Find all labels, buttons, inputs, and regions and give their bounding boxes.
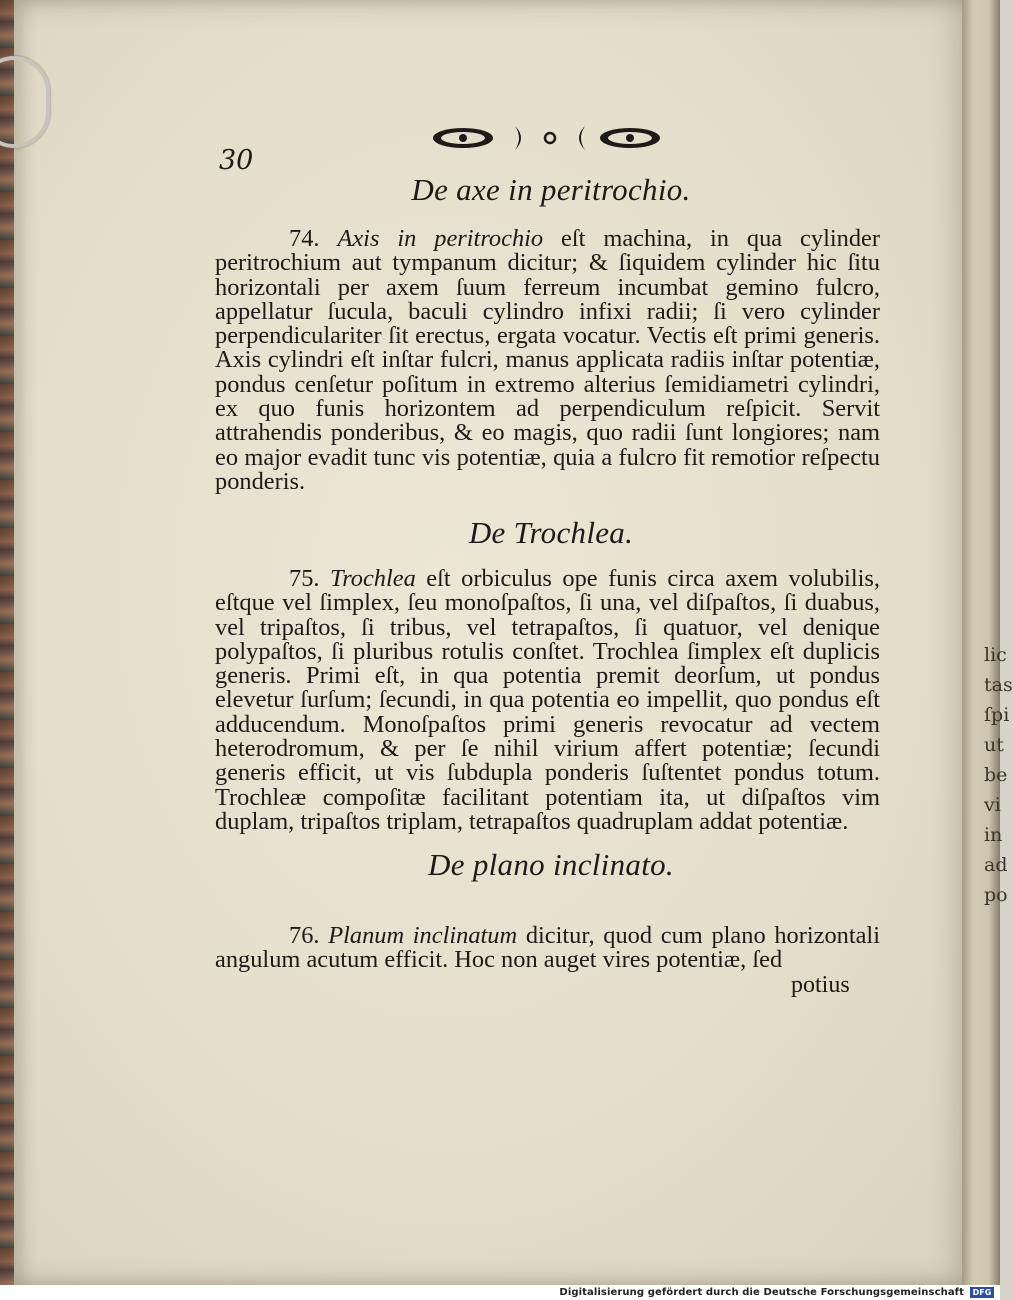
- section-heading: De plano inclinato.: [428, 847, 674, 882]
- page-number: 30: [219, 145, 254, 176]
- paragraph: [215, 227, 880, 494]
- fragment: po: [984, 884, 1008, 906]
- dfg-logo: DFG: [970, 1287, 994, 1298]
- next-page-fragments: [984, 640, 1013, 906]
- section-heading: De Trochlea.: [468, 515, 634, 550]
- paragraph-lead-term: Axis in peritrochio: [337, 225, 544, 252]
- catchword: potius: [791, 972, 850, 998]
- fragment: ut: [984, 734, 1004, 756]
- fragment: in: [984, 824, 1003, 846]
- section-heading: De axe in peritrochio.: [411, 172, 691, 207]
- fragment: vi: [984, 794, 1001, 816]
- fragment: ad: [984, 854, 1008, 876]
- fragment: tas: [984, 674, 1013, 696]
- paragraph-lead-term: Planum inclinatum: [328, 922, 518, 949]
- paragraph-number: 74.: [289, 225, 320, 252]
- paragraph-text: dicitur, quod cum plano horizontali angulum acutum efficit. Hoc non auget vires potentiæ, ſed: [215, 922, 880, 974]
- paragraph-number: 75.: [289, 565, 320, 592]
- paragraph-lead-term: Trochlea: [329, 565, 416, 592]
- fragment: lic: [984, 644, 1007, 666]
- paragraph-text: eſt orbiculus ope funis circa axem volubilis, eſtque vel ſimplex, ſeu monoſpaſtos, ſi una, vel diſpaſtos, ſi duabus, vel tripaſtos, ſi tribus, vel tetrapaſtos, ſi quatuor, vel denique polypaſtos, ſi pluribus rotulis conſtet. Trochlea ſimplex eſt duplicis generis. Primi eſt, in qua potentia premit deorſum, ut pondus elevetur ſurſum; ſecundi, in qua potentia eo impellit, quo pondus eſt adducendum. Monoſpaſtos primi generis revocatur ad vectem heterodromum, & per ſe nihil virium affert potentiæ; ſecundi generis efficit, ut vis ſubdupla ponderis ſuſtentet pondus totum. Trochleæ compoſitæ facilitant potentiam ita, ut diſpaſtos vim duplam, tripaſtos triplam, tetrapaſtos quadruplam addat potentiæ.: [215, 565, 880, 835]
- fragment: ſpi: [984, 704, 1010, 726]
- paragraph: [215, 924, 880, 973]
- paragraph-text: eſt machina, in qua cylinder peritrochium aut tympanum dicitur; & ſiquidem cylinder hic ſitu horizontali per axem ſuum ferreum incumbat gemino fulcro, appellatur ſucula, baculi cylindro infixi radii; ſi vero cylinder perpendiculariter ſit erectus, ergata vocatur. Vectis eſt primi generis. Axis cylindri eſt inſtar fulcri, manus applicata radiis inſtar potentiæ, pondus cenſetur poſitum in extremo alterius ſemidiametri cylindri, ex quo funis horizontem ad perpendiculum reſpicit. Servit attrahendis ponderibus, & eo magis, quo radii ſunt longiores; nam eo major evadit tunc vis potentiæ, quia a fulcro fit remotior reſpectu ponderis.: [215, 225, 880, 495]
- decorative-ornament-icon: [425, 120, 675, 156]
- paragraph: [215, 567, 880, 834]
- fragment: be: [984, 764, 1008, 786]
- digitization-credit: Digitalisierung gefördert durch die Deutsche Forschungsgemeinschaft: [559, 1287, 964, 1298]
- paragraph-number: 76.: [289, 922, 320, 949]
